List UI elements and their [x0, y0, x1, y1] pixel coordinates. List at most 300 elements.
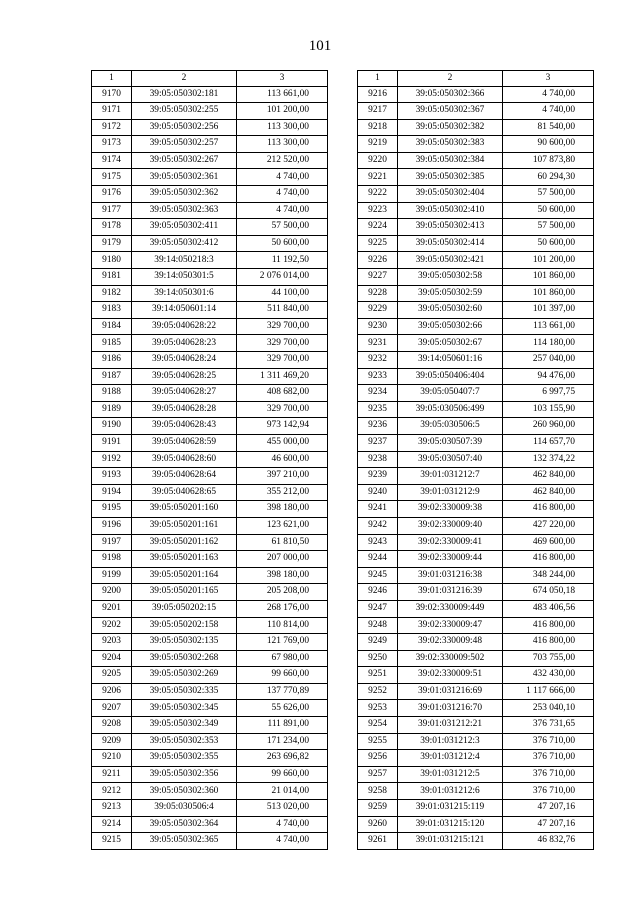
value-cell: 408 682,00 [237, 385, 328, 402]
value-cell: 469 600,00 [503, 534, 594, 551]
table-row [358, 534, 594, 551]
cadastral-number-cell: 39:14:050601:14 [132, 302, 237, 319]
cadastral-number-cell: 39:05:040628:65 [132, 484, 237, 501]
value-cell: 376 710,00 [503, 783, 594, 800]
value-cell: 114 180,00 [503, 335, 594, 352]
row-number-cell: 9234 [358, 385, 398, 402]
table-row [358, 368, 594, 385]
cadastral-number-cell: 39:01:031216:39 [398, 584, 503, 601]
page-number: 101 [308, 38, 332, 54]
row-number-cell: 9254 [358, 717, 398, 734]
cadastral-number-cell: 39:05:050302:382 [398, 119, 503, 136]
table-row [358, 584, 594, 601]
cadastral-number-cell: 39:05:030506:499 [398, 401, 503, 418]
table-row [92, 219, 328, 236]
cadastral-number-cell: 39:02:330009:44 [398, 551, 503, 568]
cadastral-number-cell: 39:05:050302:269 [132, 667, 237, 684]
table-row [358, 434, 594, 451]
row-number-cell: 9206 [92, 683, 132, 700]
table-row [92, 634, 328, 651]
value-cell: 101 200,00 [237, 103, 328, 120]
table-row [358, 717, 594, 734]
row-number-cell: 9233 [358, 368, 398, 385]
value-cell: 455 000,00 [237, 434, 328, 451]
table-row [92, 152, 328, 169]
row-number-cell: 9182 [92, 285, 132, 302]
table-header-row [92, 71, 328, 87]
row-number-cell: 9177 [92, 202, 132, 219]
row-number-cell: 9194 [92, 484, 132, 501]
cadastral-number-cell: 39:05:040628:60 [132, 451, 237, 468]
cadastral-number-cell: 39:05:040628:25 [132, 368, 237, 385]
row-number-cell: 9260 [358, 816, 398, 833]
table-row [92, 119, 328, 136]
value-cell: 513 020,00 [237, 800, 328, 817]
value-cell: 90 600,00 [503, 136, 594, 153]
value-cell: 94 476,00 [503, 368, 594, 385]
cadastral-number-cell: 39:05:050302:353 [132, 733, 237, 750]
column-header-2: 2 [398, 71, 503, 87]
cadastral-number-cell: 39:14:050601:16 [398, 352, 503, 369]
row-number-cell: 9225 [358, 235, 398, 252]
table-row [358, 833, 594, 850]
value-cell: 674 050,18 [503, 584, 594, 601]
table-row [92, 169, 328, 186]
row-number-cell: 9207 [92, 700, 132, 717]
cadastral-number-cell: 39:05:050302:413 [398, 219, 503, 236]
value-cell: 46 832,76 [503, 833, 594, 850]
value-cell: 4 740,00 [237, 186, 328, 203]
table-row [92, 318, 328, 335]
value-cell: 111 891,00 [237, 717, 328, 734]
table-row [358, 252, 594, 269]
value-cell: 263 696,82 [237, 750, 328, 767]
table-row [358, 484, 594, 501]
table-row [358, 103, 594, 120]
table-row [92, 700, 328, 717]
cadastral-number-cell: 39:05:050302:360 [132, 783, 237, 800]
row-number-cell: 9203 [92, 634, 132, 651]
cadastral-number-cell: 39:05:050201:164 [132, 567, 237, 584]
row-number-cell: 9213 [92, 800, 132, 817]
value-cell: 123 621,00 [237, 517, 328, 534]
row-number-cell: 9257 [358, 766, 398, 783]
table-row [358, 766, 594, 783]
cadastral-number-cell: 39:05:050202:15 [132, 600, 237, 617]
table-row [358, 667, 594, 684]
table-row [92, 86, 328, 103]
row-number-cell: 9223 [358, 202, 398, 219]
value-cell: 398 180,00 [237, 501, 328, 518]
row-number-cell: 9241 [358, 501, 398, 518]
cadastral-number-cell: 39:05:050407:7 [398, 385, 503, 402]
table-row [358, 269, 594, 286]
table-row [92, 584, 328, 601]
table-row [92, 368, 328, 385]
cadastral-number-cell: 39:02:330009:38 [398, 501, 503, 518]
cadastral-number-cell: 39:05:030506:5 [398, 418, 503, 435]
cadastral-number-cell: 39:05:050201:160 [132, 501, 237, 518]
value-cell: 113 661,00 [503, 318, 594, 335]
cadastral-number-cell: 39:05:040628:22 [132, 318, 237, 335]
value-cell: 46 600,00 [237, 451, 328, 468]
cadastral-number-cell: 39:05:050302:385 [398, 169, 503, 186]
row-number-cell: 9191 [92, 434, 132, 451]
row-number-cell: 9224 [358, 219, 398, 236]
table-row [92, 468, 328, 485]
table-row [92, 202, 328, 219]
value-cell: 483 406,56 [503, 600, 594, 617]
table-row [358, 385, 594, 402]
cadastral-number-cell: 39:01:031216:38 [398, 567, 503, 584]
row-number-cell: 9196 [92, 517, 132, 534]
table-row [358, 451, 594, 468]
row-number-cell: 9201 [92, 600, 132, 617]
value-cell: 355 212,00 [237, 484, 328, 501]
table-row [358, 567, 594, 584]
cadastral-number-cell: 39:05:050302:421 [398, 252, 503, 269]
value-cell: 101 200,00 [503, 252, 594, 269]
row-number-cell: 9217 [358, 103, 398, 120]
cadastral-number-cell: 39:05:050302:349 [132, 717, 237, 734]
cadastral-number-cell: 39:05:040628:59 [132, 434, 237, 451]
row-number-cell: 9239 [358, 468, 398, 485]
table-row [92, 269, 328, 286]
table-row [92, 534, 328, 551]
table-row [92, 385, 328, 402]
value-cell: 416 800,00 [503, 634, 594, 651]
register-table-right [357, 70, 594, 850]
row-number-cell: 9259 [358, 800, 398, 817]
table-row [92, 766, 328, 783]
value-cell: 171 234,00 [237, 733, 328, 750]
table-row [92, 800, 328, 817]
row-number-cell: 9220 [358, 152, 398, 169]
row-number-cell: 9258 [358, 783, 398, 800]
value-cell: 398 180,00 [237, 567, 328, 584]
value-cell: 6 997,75 [503, 385, 594, 402]
value-cell: 67 980,00 [237, 650, 328, 667]
cadastral-number-cell: 39:05:050302:365 [132, 833, 237, 850]
cadastral-number-cell: 39:05:050302:404 [398, 186, 503, 203]
cadastral-number-cell: 39:05:050302:410 [398, 202, 503, 219]
cadastral-number-cell: 39:01:031212:6 [398, 783, 503, 800]
row-number-cell: 9185 [92, 335, 132, 352]
row-number-cell: 9176 [92, 186, 132, 203]
value-cell: 703 755,00 [503, 650, 594, 667]
value-cell: 348 244,00 [503, 567, 594, 584]
cadastral-number-cell: 39:01:031215:120 [398, 816, 503, 833]
cadastral-number-cell: 39:05:050302:181 [132, 86, 237, 103]
cadastral-number-cell: 39:02:330009:40 [398, 517, 503, 534]
table-row [358, 152, 594, 169]
cadastral-number-cell: 39:05:050302:355 [132, 750, 237, 767]
cadastral-number-cell: 39:05:050302:66 [398, 318, 503, 335]
cadastral-number-cell: 39:01:031212:3 [398, 733, 503, 750]
row-number-cell: 9178 [92, 219, 132, 236]
table-row [92, 650, 328, 667]
table-row [358, 617, 594, 634]
value-cell: 329 700,00 [237, 401, 328, 418]
cadastral-number-cell: 39:01:031212:4 [398, 750, 503, 767]
table-row [92, 501, 328, 518]
row-number-cell: 9245 [358, 567, 398, 584]
value-cell: 329 700,00 [237, 335, 328, 352]
table-row [92, 833, 328, 850]
table-row [92, 600, 328, 617]
row-number-cell: 9175 [92, 169, 132, 186]
table-row [358, 816, 594, 833]
cadastral-number-cell: 39:05:050302:366 [398, 86, 503, 103]
row-number-cell: 9172 [92, 119, 132, 136]
value-cell: 57 500,00 [503, 186, 594, 203]
row-number-cell: 9246 [358, 584, 398, 601]
row-number-cell: 9198 [92, 551, 132, 568]
table-row [358, 750, 594, 767]
value-cell: 205 208,00 [237, 584, 328, 601]
row-number-cell: 9202 [92, 617, 132, 634]
value-cell: 329 700,00 [237, 318, 328, 335]
table-row [92, 451, 328, 468]
cadastral-number-cell: 39:14:050301:5 [132, 269, 237, 286]
row-number-cell: 9251 [358, 667, 398, 684]
value-cell: 416 800,00 [503, 501, 594, 518]
table-row [92, 401, 328, 418]
table-header-row [358, 71, 594, 87]
row-number-cell: 9195 [92, 501, 132, 518]
row-number-cell: 9255 [358, 733, 398, 750]
row-number-cell: 9244 [358, 551, 398, 568]
table-row [92, 302, 328, 319]
row-number-cell: 9256 [358, 750, 398, 767]
value-cell: 101 860,00 [503, 285, 594, 302]
row-number-cell: 9261 [358, 833, 398, 850]
row-number-cell: 9242 [358, 517, 398, 534]
table-row [358, 501, 594, 518]
value-cell: 55 626,00 [237, 700, 328, 717]
row-number-cell: 9170 [92, 86, 132, 103]
value-cell: 4 740,00 [503, 86, 594, 103]
table-row [92, 235, 328, 252]
cadastral-number-cell: 39:02:330009:51 [398, 667, 503, 684]
table-row [92, 733, 328, 750]
row-number-cell: 9226 [358, 252, 398, 269]
cadastral-number-cell: 39:14:050218:3 [132, 252, 237, 269]
table-row [358, 551, 594, 568]
value-cell: 47 207,16 [503, 816, 594, 833]
table-row [92, 136, 328, 153]
row-number-cell: 9228 [358, 285, 398, 302]
value-cell: 260 960,00 [503, 418, 594, 435]
value-cell: 1 311 469,20 [237, 368, 328, 385]
value-cell: 4 740,00 [503, 103, 594, 120]
row-number-cell: 9186 [92, 352, 132, 369]
cadastral-number-cell: 39:05:050302:67 [398, 335, 503, 352]
table-row [92, 750, 328, 767]
value-cell: 212 520,00 [237, 152, 328, 169]
value-cell: 376 710,00 [503, 766, 594, 783]
cadastral-number-cell: 39:05:040628:28 [132, 401, 237, 418]
table-row [92, 418, 328, 435]
value-cell: 4 740,00 [237, 816, 328, 833]
value-cell: 11 192,50 [237, 252, 328, 269]
cadastral-number-cell: 39:05:050202:158 [132, 617, 237, 634]
value-cell: 101 860,00 [503, 269, 594, 286]
row-number-cell: 9181 [92, 269, 132, 286]
row-number-cell: 9199 [92, 567, 132, 584]
cadastral-number-cell: 39:05:050302:384 [398, 152, 503, 169]
table-row [92, 816, 328, 833]
table-row [358, 683, 594, 700]
row-number-cell: 9215 [92, 833, 132, 850]
value-cell: 137 770,89 [237, 683, 328, 700]
row-number-cell: 9174 [92, 152, 132, 169]
row-number-cell: 9204 [92, 650, 132, 667]
table-row [358, 302, 594, 319]
value-cell: 1 117 666,00 [503, 683, 594, 700]
table-row [92, 683, 328, 700]
cadastral-number-cell: 39:05:050302:60 [398, 302, 503, 319]
row-number-cell: 9189 [92, 401, 132, 418]
cadastral-number-cell: 39:05:040628:24 [132, 352, 237, 369]
cadastral-number-cell: 39:05:050302:364 [132, 816, 237, 833]
row-number-cell: 9238 [358, 451, 398, 468]
cadastral-number-cell: 39:01:031212:7 [398, 468, 503, 485]
table-row [92, 667, 328, 684]
value-cell: 57 500,00 [237, 219, 328, 236]
table-row [358, 202, 594, 219]
value-cell: 207 000,00 [237, 551, 328, 568]
table-row [358, 700, 594, 717]
value-cell: 47 207,16 [503, 800, 594, 817]
cadastral-number-cell: 39:05:050302:58 [398, 269, 503, 286]
row-number-cell: 9211 [92, 766, 132, 783]
value-cell: 113 300,00 [237, 136, 328, 153]
table-row [358, 517, 594, 534]
row-number-cell: 9188 [92, 385, 132, 402]
cadastral-number-cell: 39:05:050302:268 [132, 650, 237, 667]
cadastral-number-cell: 39:02:330009:48 [398, 634, 503, 651]
row-number-cell: 9221 [358, 169, 398, 186]
cadastral-number-cell: 39:02:330009:449 [398, 600, 503, 617]
cadastral-number-cell: 39:01:031215:119 [398, 800, 503, 817]
value-cell: 4 740,00 [237, 833, 328, 850]
row-number-cell: 9180 [92, 252, 132, 269]
row-number-cell: 9232 [358, 352, 398, 369]
cadastral-number-cell: 39:05:050302:356 [132, 766, 237, 783]
table-row [92, 186, 328, 203]
row-number-cell: 9209 [92, 733, 132, 750]
value-cell: 376 731,65 [503, 717, 594, 734]
cadastral-number-cell: 39:05:050406:404 [398, 368, 503, 385]
value-cell: 61 810,50 [237, 534, 328, 551]
cadastral-number-cell: 39:05:050302:257 [132, 136, 237, 153]
row-number-cell: 9248 [358, 617, 398, 634]
value-cell: 99 660,00 [237, 766, 328, 783]
value-cell: 268 176,00 [237, 600, 328, 617]
table-row [92, 617, 328, 634]
cadastral-number-cell: 39:01:031216:70 [398, 700, 503, 717]
table-row [92, 567, 328, 584]
cadastral-number-cell: 39:05:050302:335 [132, 683, 237, 700]
value-cell: 81 540,00 [503, 119, 594, 136]
table-row [92, 285, 328, 302]
row-number-cell: 9173 [92, 136, 132, 153]
row-number-cell: 9250 [358, 650, 398, 667]
table-body-left [92, 86, 328, 849]
table-row [92, 434, 328, 451]
cadastral-number-cell: 39:01:031215:121 [398, 833, 503, 850]
value-cell: 427 220,00 [503, 517, 594, 534]
table-row [92, 551, 328, 568]
value-cell: 2 076 014,00 [237, 269, 328, 286]
cadastral-number-cell: 39:02:330009:47 [398, 617, 503, 634]
cadastral-number-cell: 39:05:050302:267 [132, 152, 237, 169]
row-number-cell: 9190 [92, 418, 132, 435]
cadastral-number-cell: 39:05:050302:361 [132, 169, 237, 186]
cadastral-number-cell: 39:14:050301:6 [132, 285, 237, 302]
row-number-cell: 9247 [358, 600, 398, 617]
row-number-cell: 9240 [358, 484, 398, 501]
row-number-cell: 9235 [358, 401, 398, 418]
cadastral-number-cell: 39:05:040628:64 [132, 468, 237, 485]
value-cell: 4 740,00 [237, 169, 328, 186]
row-number-cell: 9230 [358, 318, 398, 335]
row-number-cell: 9231 [358, 335, 398, 352]
cadastral-number-cell: 39:05:030507:40 [398, 451, 503, 468]
table-row [92, 783, 328, 800]
table-row [358, 418, 594, 435]
cadastral-number-cell: 39:05:050302:383 [398, 136, 503, 153]
value-cell: 50 600,00 [503, 202, 594, 219]
value-cell: 101 397,00 [503, 302, 594, 319]
table-row [358, 86, 594, 103]
value-cell: 416 800,00 [503, 617, 594, 634]
cadastral-number-cell: 39:05:030507:39 [398, 434, 503, 451]
value-cell: 107 873,80 [503, 152, 594, 169]
value-cell: 60 294,30 [503, 169, 594, 186]
value-cell: 511 840,00 [237, 302, 328, 319]
value-cell: 257 040,00 [503, 352, 594, 369]
cadastral-number-cell: 39:05:050302:59 [398, 285, 503, 302]
cadastral-number-cell: 39:05:050302:411 [132, 219, 237, 236]
value-cell: 114 657,70 [503, 434, 594, 451]
cadastral-number-cell: 39:05:050302:362 [132, 186, 237, 203]
cadastral-number-cell: 39:05:050201:162 [132, 534, 237, 551]
row-number-cell: 9218 [358, 119, 398, 136]
table-row [358, 169, 594, 186]
row-number-cell: 9208 [92, 717, 132, 734]
value-cell: 57 500,00 [503, 219, 594, 236]
cadastral-number-cell: 39:05:050201:161 [132, 517, 237, 534]
cadastral-number-cell: 39:05:050302:256 [132, 119, 237, 136]
row-number-cell: 9222 [358, 186, 398, 203]
value-cell: 432 430,00 [503, 667, 594, 684]
table-row [358, 800, 594, 817]
column-header-3: 3 [237, 71, 328, 87]
cadastral-number-cell: 39:05:050302:363 [132, 202, 237, 219]
row-number-cell: 9237 [358, 434, 398, 451]
value-cell: 376 710,00 [503, 733, 594, 750]
table-row [358, 119, 594, 136]
row-number-cell: 9193 [92, 468, 132, 485]
cadastral-number-cell: 39:05:040628:23 [132, 335, 237, 352]
value-cell: 253 040,10 [503, 700, 594, 717]
cadastral-number-cell: 39:05:050302:255 [132, 103, 237, 120]
value-cell: 4 740,00 [237, 202, 328, 219]
table-row [358, 235, 594, 252]
value-cell: 329 700,00 [237, 352, 328, 369]
